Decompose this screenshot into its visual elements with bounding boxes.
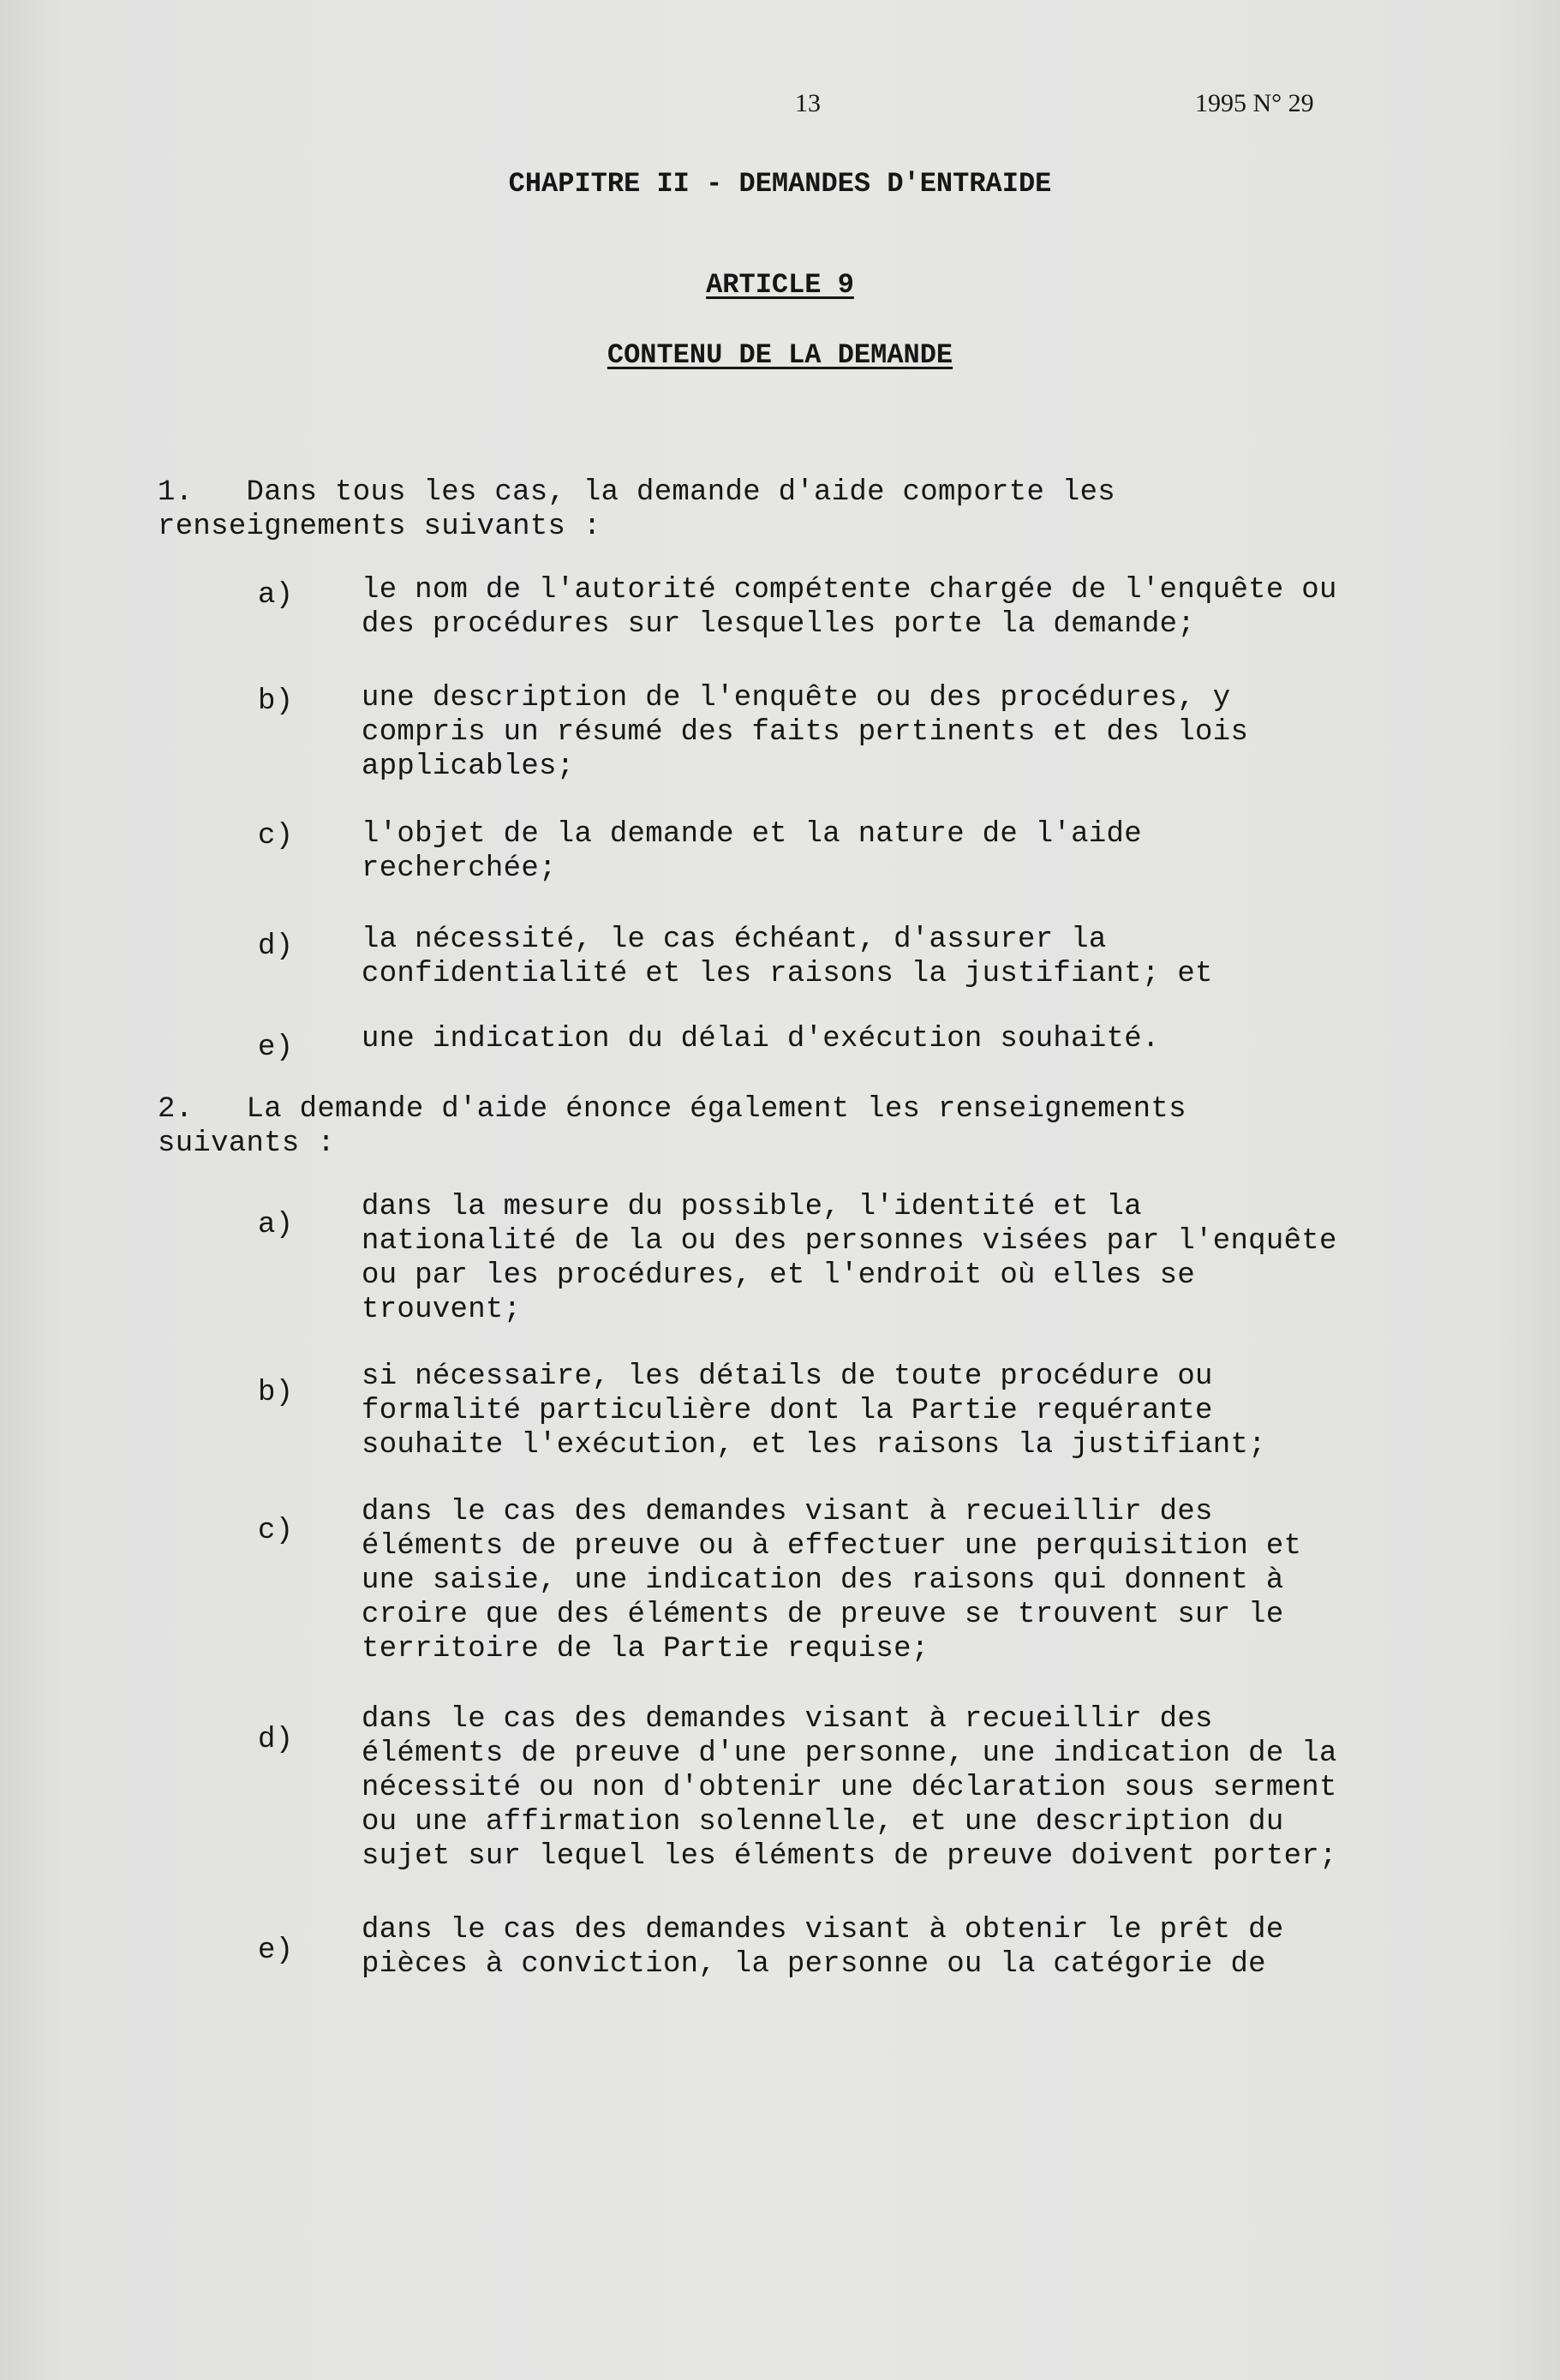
text-line: 1. Dans tous les cas, la demande d'aide comporte les: [158, 476, 1115, 509]
text-line: une description de l'enquête ou des procédures, y: [362, 682, 1231, 715]
paragraph-2-intro: [158, 1092, 1494, 1161]
text-line: dans la mesure du possible, l'identité et la: [362, 1191, 1142, 1223]
item-text: [362, 1913, 1501, 1982]
article-title-wrap: [0, 269, 1560, 301]
text-line: suivants :: [158, 1127, 336, 1160]
section-title-wrap: [0, 339, 1560, 371]
item-letter: a): [258, 1209, 294, 1241]
text-line: territoire de la Partie requise;: [362, 1633, 929, 1665]
item-letter: e): [258, 1934, 294, 1967]
text-line: le nom de l'autorité compétente chargée de l'enquête ou: [362, 574, 1337, 607]
item-text: [362, 573, 1501, 642]
item-text: [362, 1360, 1501, 1462]
text-line: compris un résumé des faits pertinents et des lois: [362, 716, 1249, 749]
item-letter: e): [258, 1032, 294, 1064]
item-letter: c): [258, 820, 294, 852]
item-letter: b): [258, 1377, 294, 1409]
text-line: dans le cas des demandes visant à recueillir des: [362, 1703, 1213, 1736]
text-line: nationalité de la ou des personnes visées par l'enquête: [362, 1225, 1337, 1258]
text-line: formalité particulière dont la Partie requérante: [362, 1395, 1213, 1427]
text-line: ou une affirmation solennelle, et une description du: [362, 1806, 1284, 1839]
text-line: nécessité ou non d'obtenir une déclaration sous serment: [362, 1772, 1337, 1804]
text-line: confidentialité et les raisons la justifiant; et: [362, 958, 1213, 990]
text-line: ou par les procédures, et l'endroit où elles se: [362, 1259, 1196, 1292]
item-text: [362, 923, 1501, 991]
item-letter: c): [258, 1515, 294, 1547]
text-line: éléments de preuve d'une personne, une indication de la: [362, 1737, 1337, 1770]
page-number: 13: [795, 89, 821, 117]
text-line: applicables;: [362, 750, 575, 783]
item-text: [362, 681, 1501, 784]
text-line: dans le cas des demandes visant à recueillir des: [362, 1496, 1213, 1528]
text-line: renseignements suivants :: [158, 511, 601, 543]
document-reference: 1995 N° 29: [1195, 89, 1314, 117]
item-text: [362, 817, 1501, 886]
text-line: souhaite l'exécution, et les raisons la justifiant;: [362, 1429, 1266, 1462]
item-text: [362, 1702, 1501, 1874]
text-line: l'objet de la demande et la nature de l'aide: [362, 818, 1142, 851]
text-line: 2. La demande d'aide énonce également les renseignements: [158, 1093, 1186, 1126]
item-text: [362, 1022, 1501, 1056]
item-letter: a): [258, 579, 294, 612]
item-letter: b): [258, 685, 294, 718]
chapter-title: CHAPITRE II - DEMANDES D'ENTRAIDE: [508, 168, 1052, 200]
text-line: des procédures sur lesquelles porte la demande;: [362, 608, 1196, 641]
article-title: ARTICLE 9: [706, 269, 854, 301]
item-text: [362, 1495, 1501, 1666]
text-line: trouvent;: [362, 1294, 522, 1326]
text-line: pièces à conviction, la personne ou la catégorie de: [362, 1948, 1266, 1981]
section-title: CONTENU DE LA DEMANDE: [607, 339, 953, 371]
text-line: recherchée;: [362, 852, 557, 885]
text-line: éléments de preuve ou à effectuer une perquisition et: [362, 1530, 1302, 1563]
paragraph-1-intro: [158, 475, 1494, 544]
text-line: une indication du délai d'exécution souhaité.: [362, 1023, 1160, 1055]
text-line: la nécessité, le cas échéant, d'assurer la: [362, 924, 1107, 956]
text-line: une saisie, une indication des raisons qui donnent à: [362, 1564, 1284, 1597]
item-letter: d): [258, 930, 294, 963]
text-line: sujet sur lequel les éléments de preuve doivent porter;: [362, 1840, 1337, 1873]
item-letter: d): [258, 1724, 294, 1756]
text-line: croire que des éléments de preuve se trouvent sur le: [362, 1599, 1284, 1631]
text-line: dans le cas des demandes visant à obtenir le prêt de: [362, 1914, 1284, 1946]
text-line: si nécessaire, les détails de toute procédure ou: [362, 1360, 1213, 1393]
item-text: [362, 1190, 1501, 1327]
